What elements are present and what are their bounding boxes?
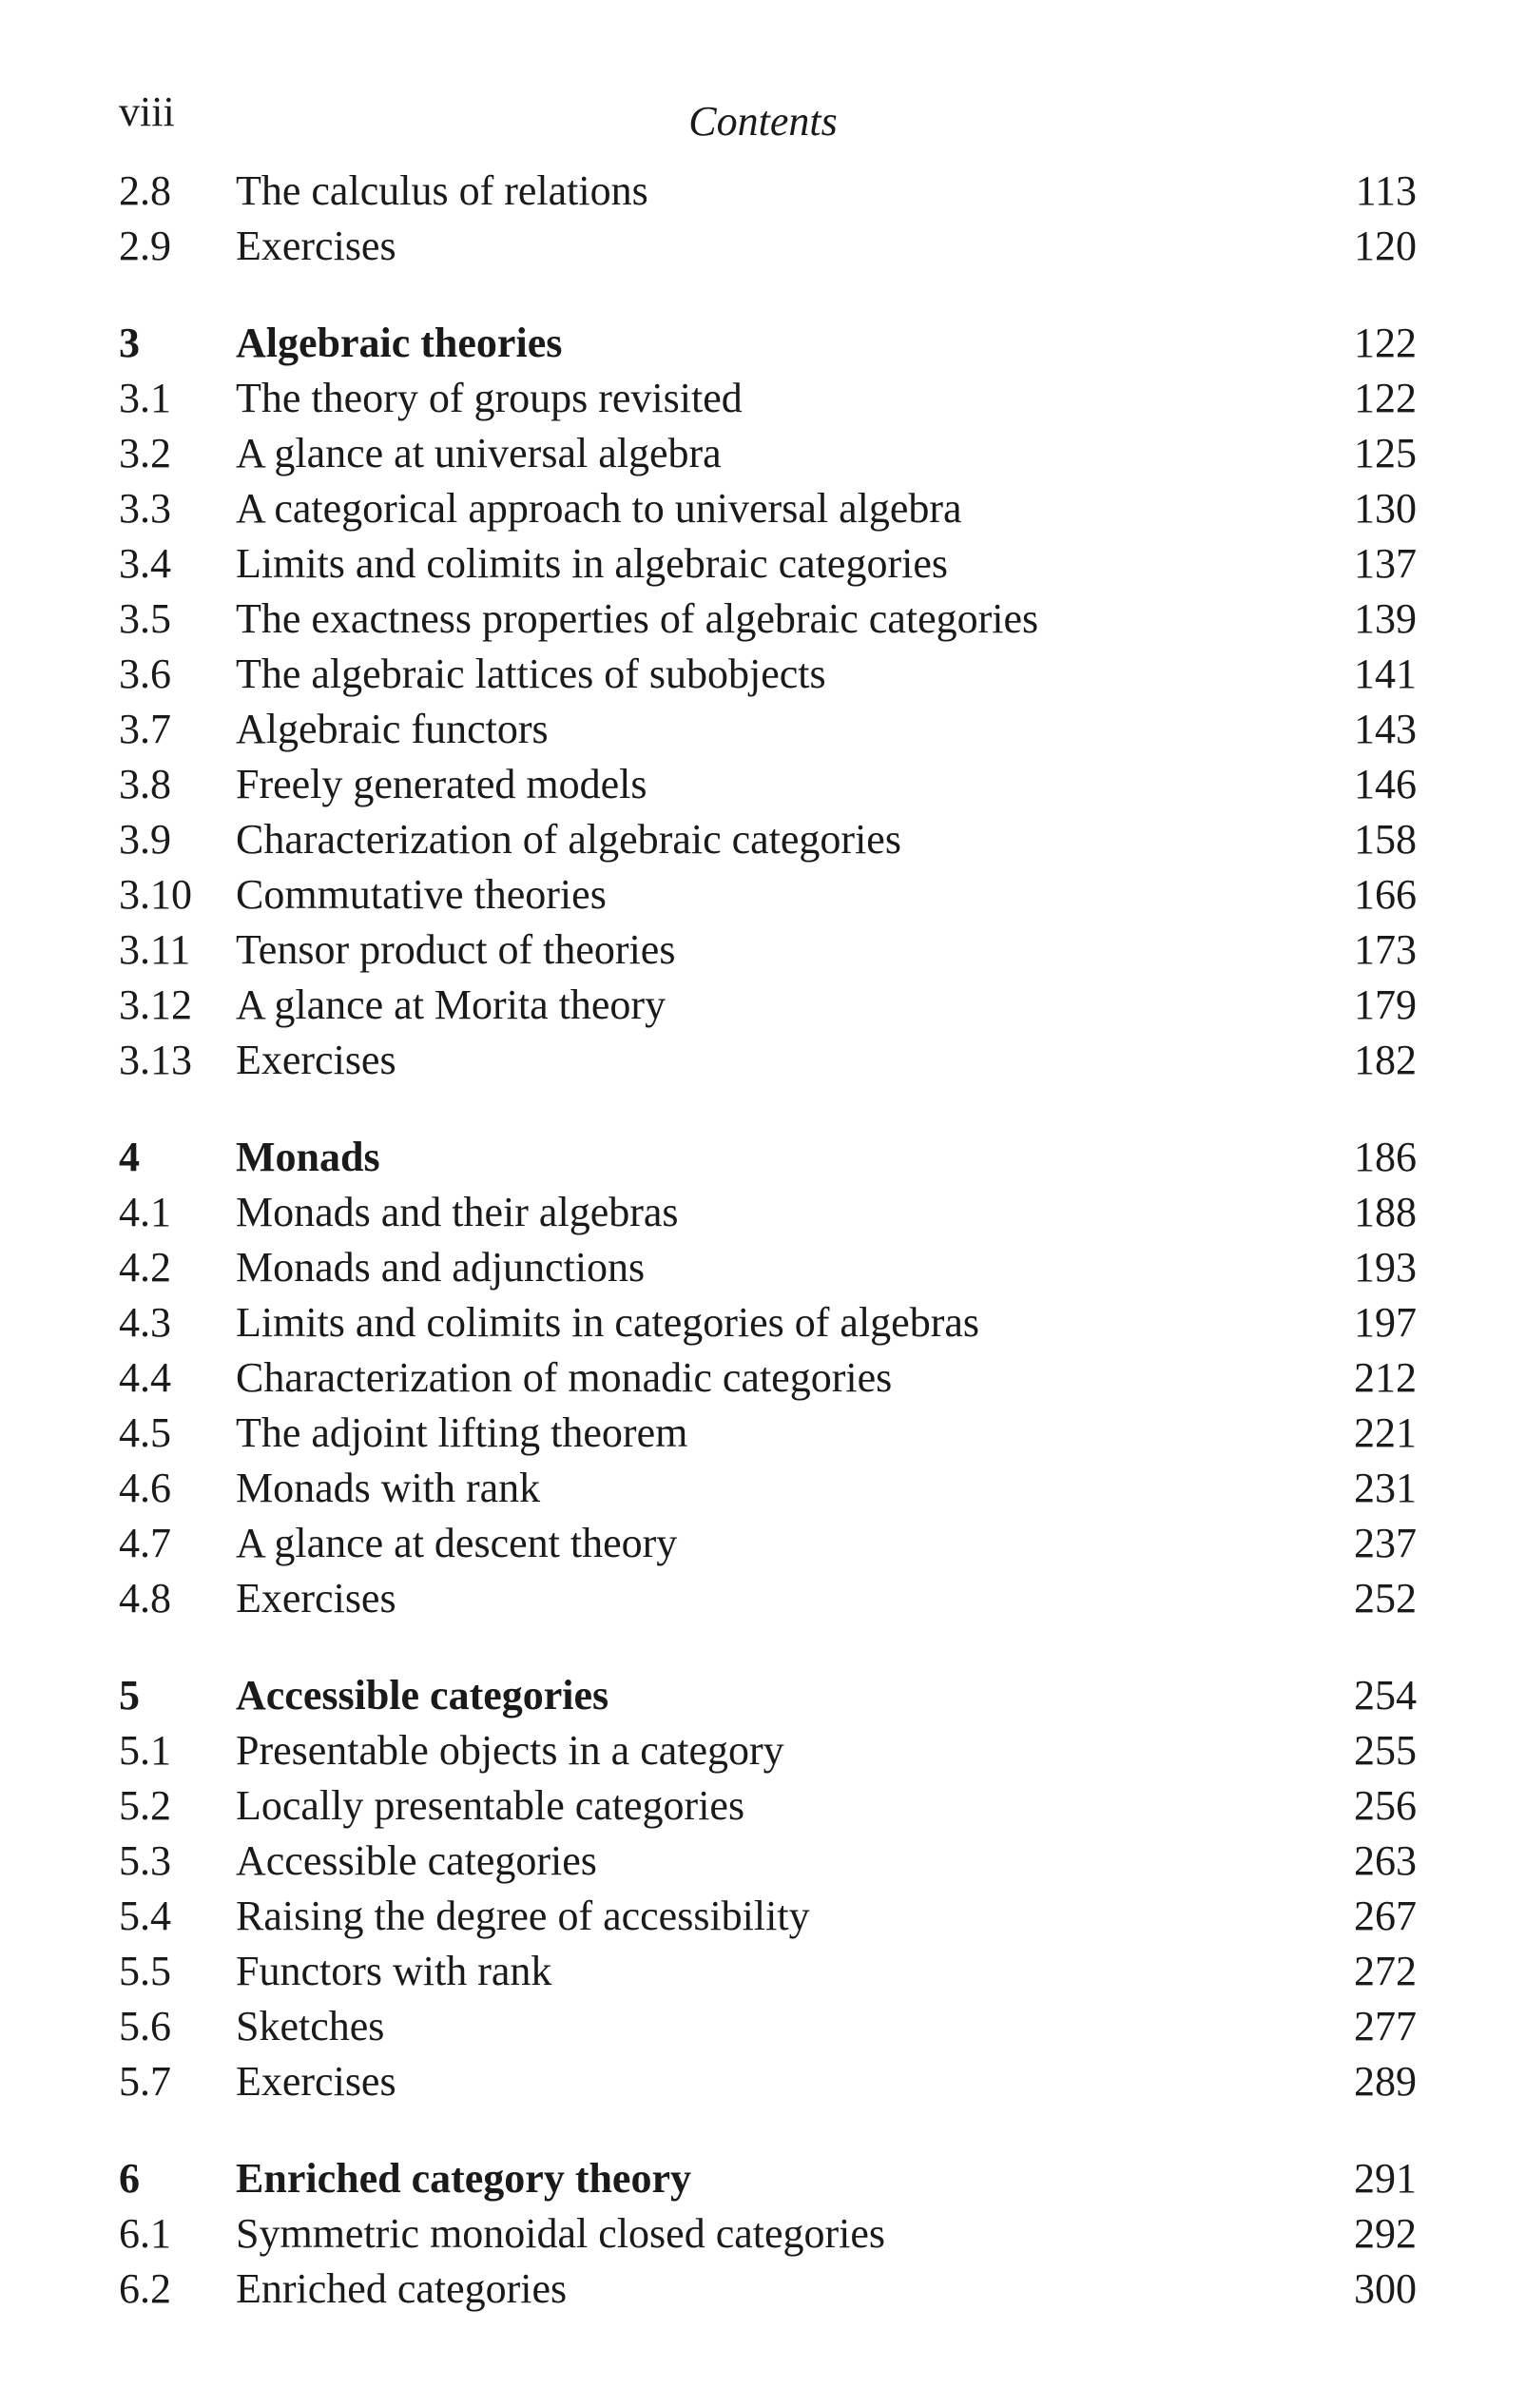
toc-entry-page: 130 <box>1354 485 1417 532</box>
toc-section-row <box>119 1461 1417 1516</box>
toc-section-row <box>119 164 1417 219</box>
toc-entry-title: Enriched categories <box>236 2265 568 2312</box>
toc-section-row <box>119 1571 1417 1626</box>
toc-entry-page: 182 <box>1354 1037 1417 1083</box>
toc-entry-title: Algebraic theories <box>236 320 563 366</box>
toc-entry-title: Exercises <box>236 2058 396 2105</box>
toc-entry-page: 291 <box>1354 2155 1417 2202</box>
toc-entry-number: 5.6 <box>119 2003 171 2049</box>
toc-section-row <box>119 1723 1417 1778</box>
toc-section-row <box>119 1350 1417 1406</box>
toc-entry-number: 5.5 <box>119 1948 171 1994</box>
toc-entry-page: 139 <box>1354 595 1417 642</box>
toc-entry-title: Locally presentable categories <box>236 1782 745 1829</box>
toc-entry-title: Functors with rank <box>236 1948 552 1994</box>
toc-entry-page: 272 <box>1354 1948 1417 1994</box>
toc-entry-title: Commutative theories <box>236 871 607 918</box>
toc-entry-number: 3.5 <box>119 595 171 642</box>
toc-entry-title: A categorical approach to universal algebra <box>236 485 962 532</box>
toc-entry-page: 237 <box>1354 1520 1417 1566</box>
toc-section-row <box>119 1516 1417 1571</box>
toc-entry-title: The adjoint lifting theorem <box>236 1409 688 1456</box>
toc-section-row <box>119 1834 1417 1889</box>
toc-section-row <box>119 536 1417 592</box>
toc-entry-page: 188 <box>1354 1189 1417 1235</box>
toc-section-row <box>119 426 1417 481</box>
toc-section-row <box>119 481 1417 536</box>
toc-entry-title: Raising the degree of accessibility <box>236 1893 810 1939</box>
toc-entry-number: 3.7 <box>119 706 171 752</box>
toc-entry-number: 3.2 <box>119 430 171 476</box>
toc-entry-number: 5 <box>119 1672 140 1719</box>
toc-entry-number: 3.4 <box>119 540 171 587</box>
toc-entry-page: 120 <box>1354 223 1417 269</box>
toc-entry-number: 4.4 <box>119 1354 171 1401</box>
toc-section-row <box>119 647 1417 702</box>
toc-entry-title: Exercises <box>236 223 396 269</box>
toc-section-row <box>119 1944 1417 1999</box>
toc-entry-page: 173 <box>1354 926 1417 973</box>
toc-entry-number: 5.1 <box>119 1727 171 1774</box>
toc-chapter-row <box>119 2151 1417 2206</box>
toc-entry-page: 221 <box>1354 1409 1417 1456</box>
running-head <box>119 87 1407 145</box>
toc-section-row <box>119 867 1417 922</box>
toc-section-row <box>119 2206 1417 2262</box>
toc-entry-title: Characterization of monadic categories <box>236 1354 893 1401</box>
toc-section-row <box>119 1295 1417 1350</box>
toc-entry-number: 3.11 <box>119 926 191 973</box>
toc-entry-page: 113 <box>1355 167 1417 214</box>
toc-entry-number: 6.2 <box>119 2265 171 2312</box>
toc-entry-number: 5.4 <box>119 1893 171 1939</box>
toc-entry-number: 5.7 <box>119 2058 171 2105</box>
toc-entry-page: 122 <box>1354 375 1417 421</box>
toc-section-row <box>119 1185 1417 1240</box>
toc-entry-number: 4.3 <box>119 1299 171 1346</box>
toc-section-row <box>119 1889 1417 1944</box>
toc-entry-page: 267 <box>1354 1893 1417 1939</box>
toc-section-row <box>119 1240 1417 1295</box>
toc-entry-title: Algebraic functors <box>236 706 549 752</box>
toc-entry-number: 6 <box>119 2155 140 2202</box>
toc-entry-page: 166 <box>1354 871 1417 918</box>
toc-entry-title: A glance at descent theory <box>236 1520 678 1566</box>
toc-entry-page: 231 <box>1354 1465 1417 1511</box>
toc-entry-title: Monads and their algebras <box>236 1189 679 1235</box>
toc-entry-title: Monads <box>236 1134 380 1180</box>
toc-entry-number: 5.3 <box>119 1837 171 1884</box>
toc-entry-number: 4.2 <box>119 1244 171 1291</box>
toc-entry-page: 193 <box>1354 1244 1417 1291</box>
toc-entry-page: 263 <box>1354 1837 1417 1884</box>
toc-entry-number: 4.1 <box>119 1189 171 1235</box>
toc-section-row <box>119 812 1417 867</box>
toc-entry-page: 292 <box>1354 2210 1417 2257</box>
toc-entry-page: 300 <box>1354 2265 1417 2312</box>
toc-section-row <box>119 978 1417 1033</box>
toc-section-row <box>119 1033 1417 1088</box>
running-head-title: Contents <box>688 98 838 145</box>
toc-entry-page: 254 <box>1354 1672 1417 1719</box>
toc-entry-title: Exercises <box>236 1575 396 1622</box>
toc-entry-number: 6.1 <box>119 2210 171 2257</box>
toc-entry-title: The calculus of relations <box>236 167 648 214</box>
toc-entry-number: 5.2 <box>119 1782 171 1829</box>
toc-entry-number: 3.8 <box>119 761 171 807</box>
toc-entry-page: 255 <box>1354 1727 1417 1774</box>
toc-entry-title: Freely generated models <box>236 761 647 807</box>
toc-entry-number: 4.5 <box>119 1409 171 1456</box>
toc-entry-title: Monads with rank <box>236 1465 541 1511</box>
toc-section-row <box>119 922 1417 978</box>
toc-entry-number: 2.9 <box>119 223 171 269</box>
toc-entry-number: 3 <box>119 320 140 366</box>
toc-entry-number: 4 <box>119 1134 140 1180</box>
page-number: viii <box>119 88 175 135</box>
toc-entry-number: 3.13 <box>119 1037 192 1083</box>
toc-entry-page: 125 <box>1354 430 1417 476</box>
toc-entry-title: The algebraic lattices of subobjects <box>236 651 826 697</box>
toc-entry-title: Monads and adjunctions <box>236 1244 646 1291</box>
toc-entry-page: 158 <box>1354 816 1417 863</box>
toc-entry-title: Accessible categories <box>236 1672 609 1719</box>
toc-entry-number: 3.10 <box>119 871 192 918</box>
toc-chapter-row <box>119 1130 1417 1185</box>
toc-entry-number: 3.9 <box>119 816 171 863</box>
toc-entry-page: 289 <box>1354 2058 1417 2105</box>
table-of-contents <box>119 164 1417 2317</box>
toc-entry-number: 4.6 <box>119 1465 171 1511</box>
toc-entry-page: 179 <box>1354 981 1417 1028</box>
toc-section-row <box>119 592 1417 647</box>
toc-entry-page: 137 <box>1354 540 1417 587</box>
toc-entry-number: 2.8 <box>119 167 171 214</box>
toc-chapter-row <box>119 316 1417 371</box>
toc-entry-number: 3.3 <box>119 485 171 532</box>
toc-entry-page: 212 <box>1354 1354 1417 1401</box>
toc-entry-title: Enriched category theory <box>236 2155 691 2202</box>
toc-section-row <box>119 1778 1417 1834</box>
toc-entry-title: A glance at Morita theory <box>236 981 666 1028</box>
toc-entry-title: Presentable objects in a category <box>236 1727 784 1774</box>
toc-entry-page: 256 <box>1354 1782 1417 1829</box>
toc-section-row <box>119 702 1417 757</box>
toc-entry-number: 3.12 <box>119 981 192 1028</box>
toc-section-row <box>119 1406 1417 1461</box>
toc-entry-page: 252 <box>1354 1575 1417 1622</box>
toc-entry-page: 143 <box>1354 706 1417 752</box>
toc-chapter-row <box>119 1668 1417 1723</box>
toc-entry-title: A glance at universal algebra <box>236 430 722 476</box>
toc-section-row <box>119 2262 1417 2317</box>
toc-entry-page: 122 <box>1354 320 1417 366</box>
toc-section-row <box>119 219 1417 274</box>
toc-entry-number: 3.1 <box>119 375 171 421</box>
toc-entry-number: 4.7 <box>119 1520 171 1566</box>
toc-entry-title: Sketches <box>236 2003 385 2049</box>
toc-entry-page: 197 <box>1354 1299 1417 1346</box>
toc-entry-title: Tensor product of theories <box>236 926 676 973</box>
toc-entry-number: 4.8 <box>119 1575 171 1622</box>
toc-entry-title: Characterization of algebraic categories <box>236 816 901 863</box>
toc-section-row <box>119 1999 1417 2054</box>
toc-section-row <box>119 757 1417 812</box>
toc-entry-page: 277 <box>1354 2003 1417 2049</box>
toc-section-row <box>119 2054 1417 2109</box>
toc-entry-title: Limits and colimits in categories of algebras <box>236 1299 980 1346</box>
toc-entry-title: The theory of groups revisited <box>236 375 743 421</box>
toc-entry-title: The exactness properties of algebraic categories <box>236 595 1039 642</box>
toc-entry-title: Exercises <box>236 1037 396 1083</box>
toc-entry-title: Symmetric monoidal closed categories <box>236 2210 886 2257</box>
toc-entry-page: 186 <box>1354 1134 1417 1180</box>
toc-entry-title: Limits and colimits in algebraic categories <box>236 540 948 587</box>
toc-entry-title: Accessible categories <box>236 1837 597 1884</box>
toc-entry-page: 141 <box>1354 651 1417 697</box>
toc-entry-number: 3.6 <box>119 651 171 697</box>
toc-entry-page: 146 <box>1354 761 1417 807</box>
toc-section-row <box>119 371 1417 426</box>
